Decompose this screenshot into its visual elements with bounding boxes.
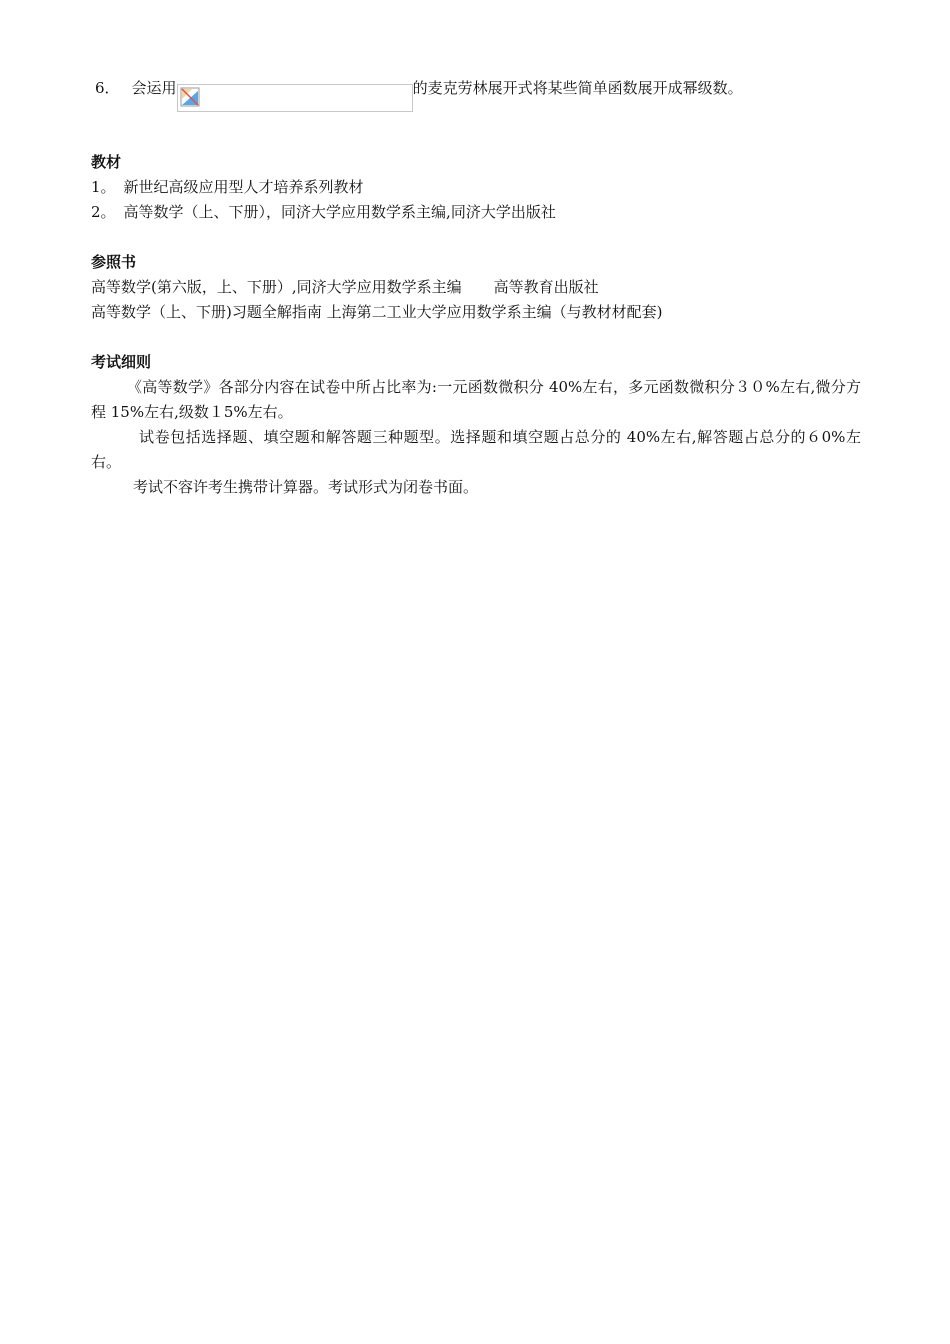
- textbook-item: [91, 175, 861, 200]
- broken-image-icon: [180, 87, 200, 107]
- textbook-item: [91, 200, 861, 225]
- item-number: 6．: [95, 79, 120, 97]
- reference-publisher: 高等教育出版社: [493, 278, 599, 296]
- broken-image-placeholder: [177, 84, 413, 112]
- textbook-item-number: 2。: [91, 203, 116, 221]
- textbook-item-text: 高等数学（上、下册），同济大学应用数学系主编,同济大学出版社: [123, 203, 556, 221]
- reference-heading: 参照书: [91, 253, 137, 271]
- textbook-item-text: 新世纪高级应用型人才培养系列教材: [123, 178, 364, 196]
- reference-item: [91, 275, 861, 300]
- exam-rules-paragraph: 考试不容许考生携带计算器。考试形式为闭卷书面。: [133, 478, 479, 496]
- reference-title: 高等数学(第六版，上、下册）,同济大学应用数学系主编: [91, 278, 462, 296]
- exam-rules-heading: 考试细则: [91, 353, 152, 371]
- document-page: [91, 76, 861, 500]
- textbook-item-number: 1。: [91, 178, 116, 196]
- item-text-before: 会运用: [131, 79, 177, 97]
- item-text-after: 的麦克劳林展开式将某些简单函数展开成幂级数。: [412, 79, 743, 97]
- textbook-heading: 教材: [91, 153, 122, 171]
- exam-rules-paragraph: 试卷包括选择题、填空题和解答题三种题型。选择题和填空题占总分的 40%左右,解答题占总分的６0%左右。: [91, 428, 861, 471]
- reference-item: 高等数学（上、下册)习题全解指南 上海第二工业大学应用数学系主编（与教材材配套): [91, 303, 663, 321]
- exam-rules-paragraph: 《高等数学》各部分内容在试卷中所占比率为:一元函数微积分 40%左右，多元函数微积分３０%左右,微分方程 15%左右,级数１5%左右。: [91, 378, 861, 421]
- objective-item-6: [91, 76, 861, 114]
